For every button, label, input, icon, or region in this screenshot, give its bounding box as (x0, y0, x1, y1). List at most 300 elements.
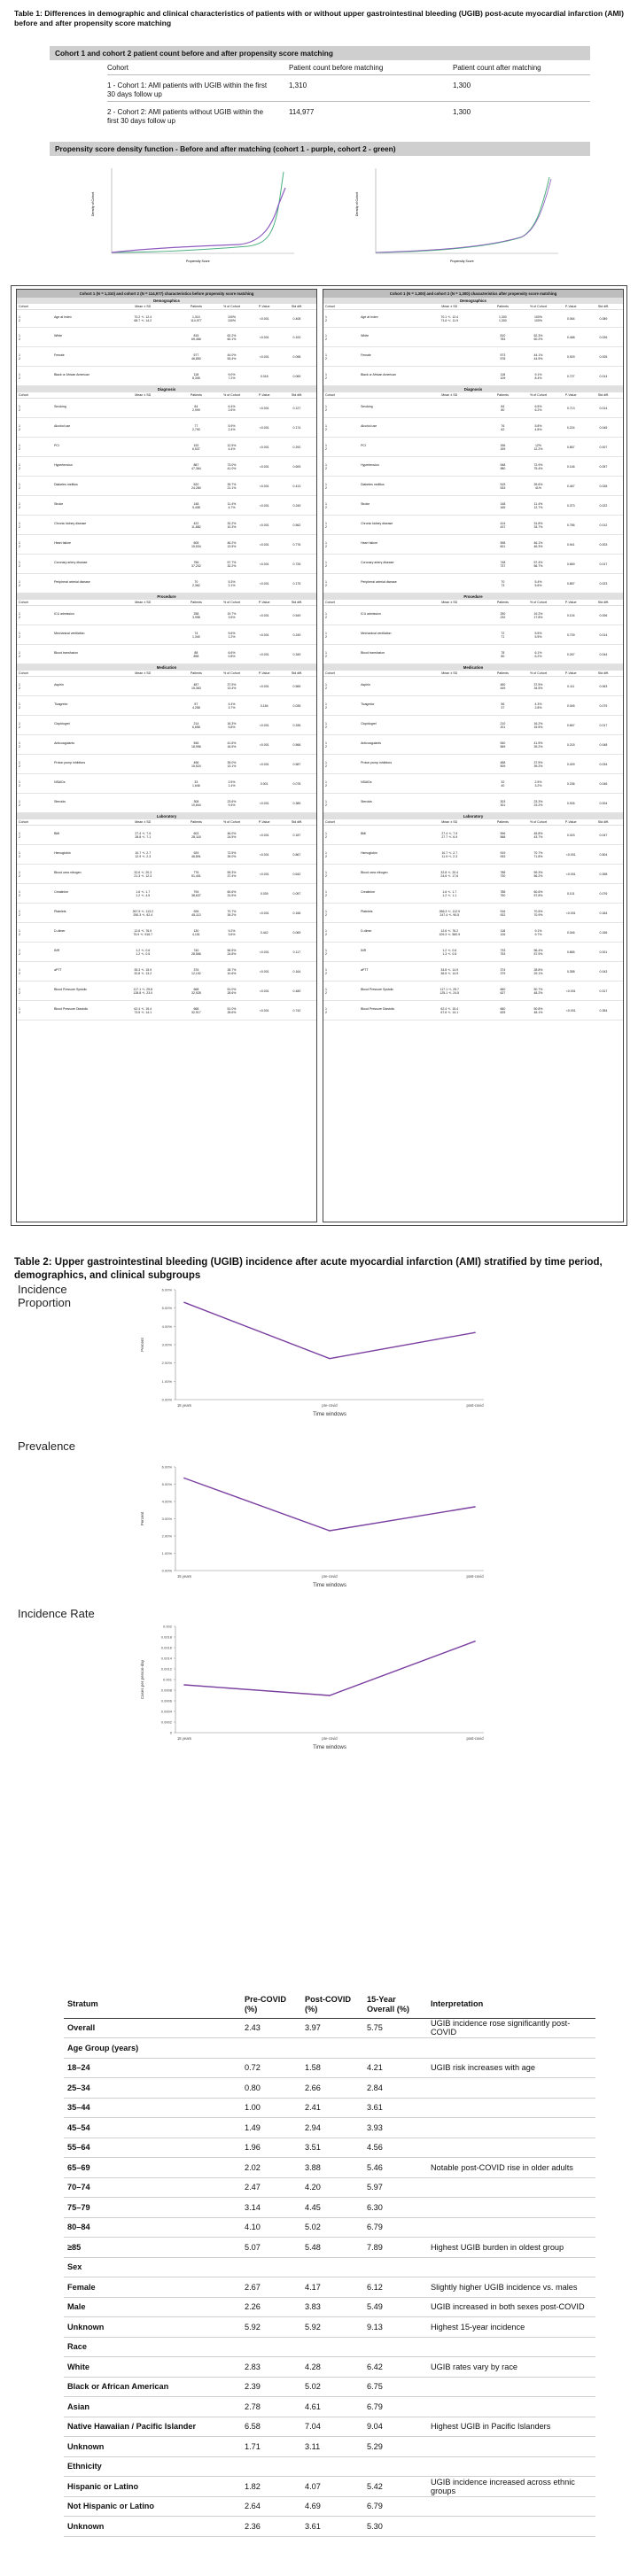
table2-row (64, 2437, 595, 2457)
column-header: Cohort (19, 671, 28, 675)
cohort-two: 2 (19, 615, 20, 619)
p-value: 0.926 (566, 801, 575, 805)
overall-cell (363, 2456, 427, 2477)
cohort-one: 1 (19, 928, 20, 933)
post-covid-cell: 7.04 (301, 2417, 363, 2437)
table1-row (17, 645, 316, 664)
table1-row (323, 735, 623, 755)
column-header-row (17, 671, 316, 677)
row-label: Hypertension (361, 462, 379, 467)
p-value: <0.001 (259, 911, 269, 915)
cohort-numbers (19, 949, 54, 956)
row-label: Hemoglobin (54, 850, 71, 855)
row-label: Creatinine (361, 889, 376, 894)
patients-c1: 118 (500, 372, 506, 376)
pct-c1: 28.8% (533, 967, 543, 972)
pct-c2: 75.4% (533, 466, 543, 470)
p-value: 0.857 (566, 581, 575, 586)
pct-cohort (520, 580, 556, 587)
cohort-ids (325, 761, 414, 768)
cohort-numbers (325, 353, 361, 361)
table1-row (17, 982, 316, 1001)
patients (485, 910, 520, 917)
table2-row (64, 2277, 595, 2298)
pct-c1: 51.0% (227, 1006, 237, 1011)
cohort-two: 2 (19, 654, 20, 658)
pct-c2: 10.6% (227, 971, 237, 975)
patients-c2: 601 (500, 544, 506, 548)
pct-c2: 5.8% (228, 725, 236, 729)
pct-cohort (520, 483, 556, 490)
cohort-two: 2 (19, 951, 20, 956)
pct-c1: 70.7% (533, 850, 543, 855)
patients (178, 800, 214, 807)
cohort-numbers (325, 580, 361, 587)
cohort-two: 2 (325, 356, 327, 361)
pct-c2: 2.6% (228, 407, 236, 412)
section-header: Demographics (17, 298, 316, 304)
section-header: Laboratory (17, 813, 316, 819)
row-label: Black or African American (54, 372, 89, 376)
cohort-numbers (325, 832, 361, 839)
cohort-numbers (19, 632, 54, 639)
std-diff: 0.562 (292, 523, 301, 527)
pct-c1: 28.7% (227, 967, 237, 972)
cohort-numbers (19, 683, 54, 690)
y-tick-label: 0 (169, 1730, 172, 1735)
table1-row (323, 310, 623, 328)
std-diff: 0.014 (599, 632, 608, 637)
cohort-one: 1 (19, 987, 20, 991)
cohort-numbers (19, 334, 54, 341)
x-tick-label: 15 years (176, 1403, 192, 1408)
p-value: <0.001 (259, 801, 269, 805)
cohort-two: 2 (19, 466, 20, 470)
pct-cohort (214, 541, 249, 548)
overall-cell: 6.42 (363, 2357, 427, 2378)
table1-row (17, 457, 316, 477)
row-label: Anticoagulants (361, 741, 382, 745)
cohort-numbers (19, 315, 54, 322)
patients (485, 522, 520, 529)
mean-sd-c2: 73.5 +/- 14.1 (134, 1010, 152, 1014)
std-diff: 0.867 (292, 852, 301, 857)
pre-covid-cell: 2.43 (241, 2018, 301, 2038)
cohort-ids (325, 315, 414, 322)
patients-c1: 929 (193, 850, 199, 855)
table2-title: Table 2: Upper gastrointestinal bleeding (UGIB) incidence after acute myocardial infarction (AMI) stratified by time period, demographics, and clinical subgroups (14, 1257, 603, 1281)
cohort-one: 1 (325, 702, 327, 706)
left-panel-title: Cohort 1 (N = 1,310) and cohort 2 (N = 114,977) characteristics before propensity score matching (17, 290, 316, 298)
patients-c2: 45,113 (191, 912, 201, 917)
y-tick-label: 1.00% (161, 1551, 172, 1556)
column-header: Std diff. (597, 305, 609, 308)
section-header: Medication (17, 664, 316, 671)
cohort-numbers (19, 832, 54, 839)
cohort-numbers (325, 871, 361, 878)
cohort-numbers (325, 988, 361, 995)
patients (485, 580, 520, 587)
mean-sd-c2: 67.6 +/- 14.1 (440, 1010, 459, 1014)
cohort-ids (19, 929, 107, 936)
cohort-one: 1 (19, 443, 20, 447)
cohort-one: 1 (325, 987, 327, 991)
pct-c1: 6.4% (228, 404, 236, 408)
cohort-numbers (19, 612, 54, 619)
pre-covid-cell (241, 2038, 301, 2059)
row-label: INR (54, 948, 60, 952)
interpretation-cell: Slightly higher UGIB incidence vs. males (427, 2277, 595, 2298)
patients-c2: 2,999 (192, 407, 200, 412)
std-diff: 0.044 (599, 652, 608, 656)
cohort-one: 1 (325, 560, 327, 564)
p-value: 0.727 (566, 374, 575, 378)
p-value: <0.001 (259, 562, 269, 566)
column-header: Cohort (325, 820, 335, 824)
row-label: Smoking (361, 404, 373, 408)
column-header: P-Value (258, 671, 270, 675)
p-value: <0.001 (259, 684, 269, 688)
patients-c2: 15,534 (191, 544, 201, 548)
column-header: Patients (496, 820, 509, 824)
p-value: <0.001 (259, 581, 269, 586)
p-value: 0.146 (566, 464, 575, 469)
pct-c2: 39.2% (227, 912, 237, 917)
p-value: 0.409 (566, 762, 575, 766)
cohort-two: 2 (325, 971, 327, 975)
mean-sd (107, 832, 178, 839)
pct-c1: 5.3% (228, 579, 236, 584)
stratum-cell: 80–84 (64, 2217, 241, 2238)
patients (485, 541, 520, 548)
patients (485, 851, 520, 858)
patients-c2: 24,280 (191, 485, 201, 490)
density-xlabel: Propensity Score (186, 260, 210, 263)
section-header: Diagnosis (323, 386, 623, 392)
pct-c2: 9.7% (534, 932, 542, 936)
table1-row (17, 310, 316, 328)
cohort-ids (325, 561, 414, 568)
row-label: Steroids (54, 799, 66, 803)
data-point (329, 1695, 331, 1696)
data-point (474, 1331, 476, 1333)
column-header: Patients (190, 671, 202, 675)
cohort-two: 2 (325, 446, 327, 451)
patients-c2: 533 (500, 485, 506, 490)
col-header-pre-covid: Pre-COVID (%) (241, 1991, 301, 2018)
column-header: % of Cohort (222, 671, 240, 675)
pct-c1: 37.5% (227, 682, 237, 687)
row-label: Hemoglobin (361, 850, 377, 855)
cohort-ids (325, 1007, 414, 1014)
post-covid-cell: 3.83 (301, 2297, 363, 2317)
pct-c2: 71.8% (533, 854, 543, 858)
cohort-ids (325, 405, 414, 412)
row-label: Blood Pressure Diastolic (361, 1006, 395, 1011)
table1-row (323, 845, 623, 865)
pct-cohort (214, 800, 249, 807)
column-header: Std diff. (291, 393, 302, 397)
x-tick-label: pre-covid (322, 1736, 338, 1741)
std-diff: 0.012 (599, 523, 608, 527)
patients (178, 580, 214, 587)
overall-cell: 3.61 (363, 2098, 427, 2118)
p-value: <0.001 (259, 354, 269, 359)
mean-sd-c1: 27.4 +/- 7.9 (135, 831, 152, 835)
pct-c1: 5.6% (228, 631, 236, 635)
p-value: <0.001 (259, 335, 269, 339)
cohort-ids (325, 780, 414, 788)
cohort-one: 1 (19, 799, 20, 803)
pct-c2: 39.0% (227, 854, 237, 858)
table1-row (323, 1001, 623, 1020)
table2-row (64, 2456, 595, 2477)
table1-row (323, 645, 623, 664)
cohort-two: 2 (325, 1010, 327, 1014)
cohort-two: 2 (19, 524, 20, 529)
stratum-cell: 18–24 (64, 2058, 241, 2078)
std-diff: 0.549 (292, 613, 301, 617)
interpretation-cell: UGIB incidence increased across ethnic groups (427, 2477, 595, 2497)
p-value: <0.001 (259, 613, 269, 617)
table2-row (64, 2018, 595, 2038)
patients-c1: 88 (194, 650, 198, 655)
pct-cohort (520, 444, 556, 451)
table1-row (17, 735, 316, 755)
cohort-one: 1 (19, 579, 20, 584)
patients (178, 741, 214, 749)
table1-row (17, 696, 316, 716)
table1-row (323, 923, 623, 943)
cohort-numbers (19, 1007, 54, 1014)
patients-c2: 578 (500, 356, 506, 361)
y-tick-label: 5.00% (161, 1482, 172, 1486)
patients-c1: 488 (500, 760, 506, 764)
stratum-cell: Black or African American (64, 2377, 241, 2397)
pct-cohort (214, 334, 249, 341)
column-header: Patients (190, 305, 202, 308)
cohort-two: 2 (325, 407, 327, 412)
patients-c2: 509 (500, 764, 506, 768)
patients-c1: 776 (193, 870, 199, 874)
cohort-two: 2 (325, 990, 327, 995)
cohort-numbers (19, 780, 54, 788)
stratum-cell: 35–44 (64, 2098, 241, 2118)
patients (178, 832, 214, 839)
patients (485, 405, 520, 412)
cohort-numbers (325, 910, 361, 917)
x-tick-label: post-covid (466, 1403, 484, 1408)
std-diff: 0.045 (599, 425, 608, 430)
cohort-one: 1 (19, 760, 20, 764)
table1-row (323, 367, 623, 386)
stratum-cell: Native Hawaiian / Pacific Islander (64, 2417, 241, 2437)
post-covid-cell: 1.58 (301, 2058, 363, 2078)
mean-sd-c2: 28.8 +/- 7.1 (135, 834, 152, 839)
table2-row (64, 2377, 595, 2397)
std-diff: 0.006 (599, 613, 608, 617)
column-header: Std diff. (597, 601, 609, 604)
pct-c1: 19.2% (533, 611, 543, 616)
column-header: Cohort (325, 671, 335, 675)
table1-row (17, 904, 316, 923)
pct-c1: 5.5% (534, 631, 542, 635)
p-value: 0.857 (566, 445, 575, 449)
stratum-cell: Unknown (64, 2517, 241, 2537)
section-header: Medication (323, 664, 623, 671)
patients-c1: 603 (193, 831, 199, 835)
column-header: % of Cohort (222, 305, 240, 308)
pct-cohort (214, 702, 249, 710)
patients-c2: 62 (501, 427, 505, 431)
std-diff: 0.504 (599, 852, 608, 857)
cohort-ids (325, 334, 414, 341)
pct-cohort (520, 988, 556, 995)
row-label: Coronary artery disease (361, 560, 394, 564)
pct-cohort (520, 800, 556, 807)
cohort-one: 1 (19, 482, 20, 486)
cohort-two: 2 (19, 783, 20, 788)
mean-sd-c1: 117.1 +/- 25.8 (133, 987, 152, 991)
std-diff: 0.035 (292, 703, 301, 708)
y-tick-label: 0.001 (162, 1677, 172, 1682)
table1-row (17, 438, 316, 457)
mean-sd-c1: 1.2 +/- 0.6 (442, 948, 457, 952)
p-value: 0.467 (566, 484, 575, 488)
y-tick-label: 0.0018 (160, 1634, 172, 1640)
row-label: Ticagrelor (54, 702, 68, 706)
column-header: % of Cohort (222, 393, 240, 397)
cohort-one: 1 (325, 1006, 327, 1011)
p-value: <0.001 (259, 445, 269, 449)
cohort-ids (325, 463, 414, 470)
cohort-numbers (325, 890, 361, 897)
cohort-numbers (19, 405, 54, 412)
pct-c2: 3.7% (228, 705, 236, 710)
pct-c2: 12.2% (533, 446, 543, 451)
patients-c2: 627 (500, 990, 506, 995)
patients (485, 612, 520, 619)
patients (485, 373, 520, 380)
pct-c1: 45.8% (533, 831, 543, 835)
pct-c2: 33.7% (533, 524, 543, 529)
cohort-ids (19, 949, 107, 956)
column-header: % of Cohort (529, 671, 547, 675)
p-value: <0.001 (259, 425, 269, 430)
cohort-ids (19, 851, 107, 858)
cohort-numbers (19, 522, 54, 529)
pct-cohort (214, 722, 249, 729)
row-label: Alcohol use (54, 423, 71, 428)
patients (178, 612, 214, 619)
patients (178, 910, 214, 917)
patients-c2: 1,300 (499, 318, 507, 322)
cohort-two: 2 (325, 485, 327, 490)
patients (178, 522, 214, 529)
patients (178, 651, 214, 658)
patients-c1: 210 (500, 721, 506, 725)
pct-cohort (520, 780, 556, 788)
table1-row (17, 716, 316, 735)
cohort-one: 1 (19, 333, 20, 338)
patients-c1: 76 (501, 423, 505, 428)
pct-cohort (520, 612, 556, 619)
p-value: <0.001 (259, 723, 269, 727)
col-header-overall: 15-Year Overall (%) (363, 1991, 427, 2018)
patients (485, 968, 520, 975)
density-plot-after (353, 161, 565, 268)
pct-cohort (214, 683, 249, 690)
y-tick-label: 2.00% (161, 1361, 172, 1366)
cohort-two: 2 (325, 583, 327, 587)
section-header: Procedure (17, 594, 316, 600)
pre-covid-cell: 2.02 (241, 2158, 301, 2178)
std-diff: 0.014 (599, 374, 608, 378)
cohort-numbers (325, 561, 361, 568)
cohort-ids (325, 651, 414, 658)
pct-c2: 39.2% (533, 764, 543, 768)
cohort-two: 2 (19, 764, 20, 768)
patients-c1: 422 (193, 521, 199, 525)
pct-c1: 73.0% (227, 462, 237, 467)
p-value: 0.184 (260, 703, 268, 708)
cohort-ids (325, 800, 414, 807)
section-header: Laboratory (323, 813, 623, 819)
pct-cohort (214, 405, 249, 412)
cohort-ids (19, 722, 107, 729)
post-covid-cell: 4.07 (301, 2477, 363, 2497)
column-header: Patients (190, 820, 202, 824)
patients-c2: 9,408 (192, 505, 200, 509)
table2-row (64, 2098, 595, 2118)
pct-cohort (214, 968, 249, 975)
row-label: Platelets (54, 909, 66, 913)
table2-row (64, 2078, 595, 2099)
mean-sd-c2: 75.9 +/- 916.7 (133, 932, 153, 936)
patients-c2: 51,401 (191, 873, 201, 878)
patients-c2: 32,917 (191, 1010, 201, 1014)
pre-covid-cell: 2.36 (241, 2517, 301, 2537)
table1-row (323, 328, 623, 347)
pct-c1: 37.5% (533, 760, 543, 764)
patients-c1: 84 (501, 404, 505, 408)
column-header: Cohort (325, 601, 335, 604)
row-label: Ticagrelor (361, 702, 375, 706)
row-label: Coronary artery disease (54, 560, 88, 564)
patients-c2: 28,566 (191, 951, 201, 956)
cohort-numbers (325, 483, 361, 490)
p-value: <0.001 (259, 484, 269, 488)
pct-c2: 6.2% (534, 654, 542, 658)
patients-c2: 80 (501, 654, 505, 658)
overall-cell: 3.93 (363, 2118, 427, 2138)
pct-c2: 70.9% (533, 912, 543, 917)
overall-cell: 4.56 (363, 2138, 427, 2158)
cohort-two: 2 (19, 583, 20, 587)
cohort-numbers (19, 651, 54, 658)
incidence-proportion-chart (133, 1283, 496, 1426)
p-value: <0.001 (259, 1008, 269, 1013)
cohort-two: 2 (325, 744, 327, 749)
pct-cohort (214, 424, 249, 431)
p-value: 0.786 (566, 523, 575, 527)
pct-c1: 70.7% (227, 909, 237, 913)
cohort-two: 2 (325, 893, 327, 897)
overall-cell: 5.30 (363, 2517, 427, 2537)
x-axis-label: Time windows (313, 1583, 346, 1588)
stratum-cell: Unknown (64, 2437, 241, 2457)
cohort-one: 1 (325, 928, 327, 933)
